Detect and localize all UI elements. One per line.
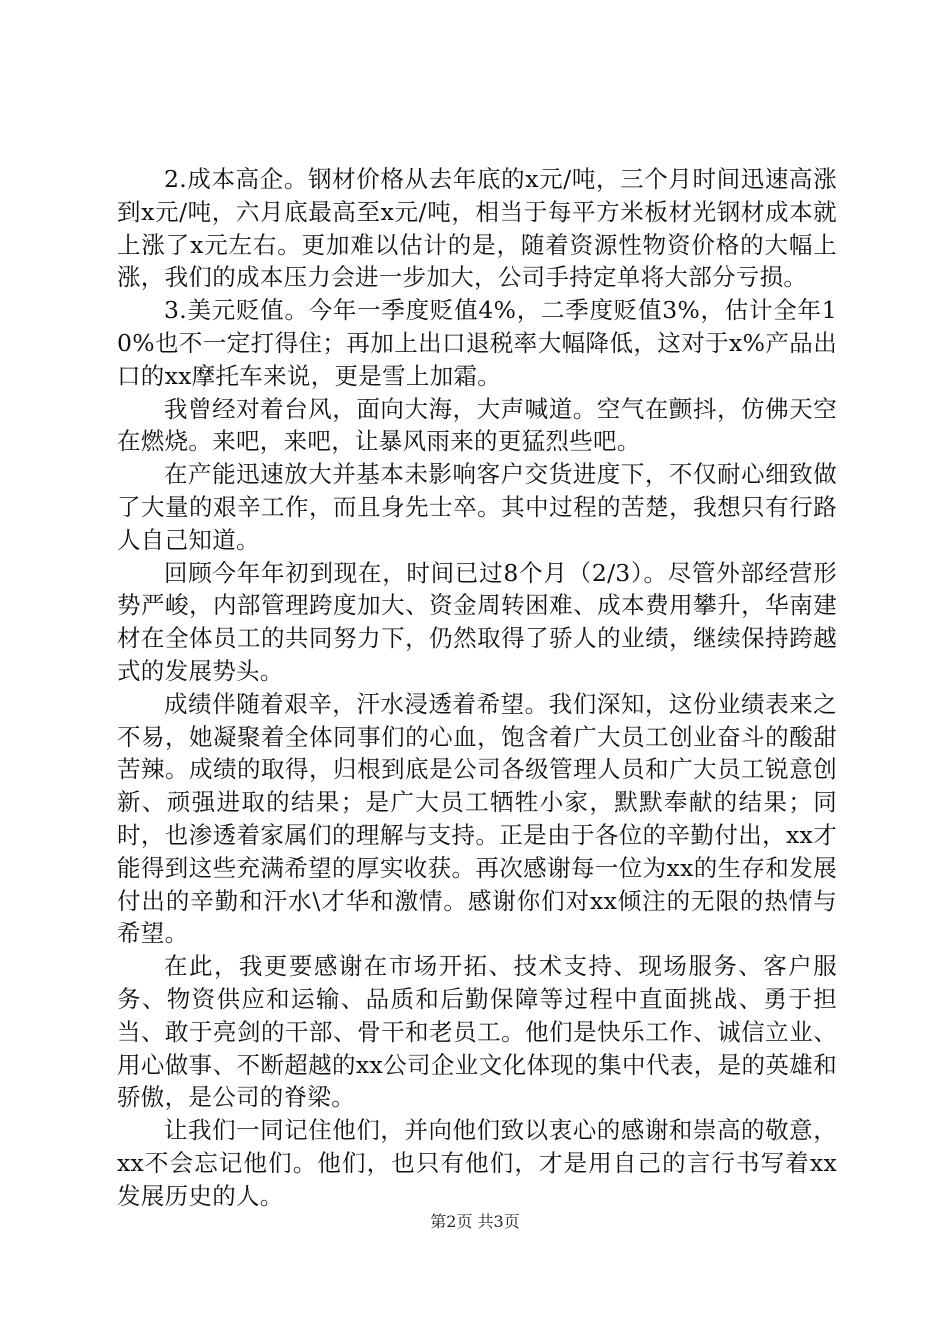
paragraph-cost-rise: 2.成本高企。钢材价格从去年底的x元/吨，三个月时间迅速高涨到x元/吨，六月底最高至x元/吨，相当于每平方米板材光钢材成本就上涨了x元左右。更加难以估计的是，随着资源性物资价格的大幅上涨，我们的成本压力会进一步加大，公司手持定单将大部分亏损。: [117, 165, 837, 292]
paragraph-remember: 让我们一同记住他们，并向他们致以衷心的感谢和崇高的敬意，xx不会忘记他们。他们，也只有他们，才是用自己的言行书写着xx发展历史的人。: [117, 1116, 837, 1210]
paragraph-dollar-depreciation: 3.美元贬值。今年一季度贬值4%，二季度贬值3%，估计全年10%也不一定打得住；再加上出口退税率大幅降低，这对于x%产品出口的xx摩托车来说，更是雪上加霜。: [117, 296, 837, 390]
paragraph-typhoon: 我曾经对着台风，面向大海，大声喊道。空气在颤抖，仿佛天空在燃烧。来吧，来吧，让暴风雨来的更猛烈些吧。: [117, 394, 837, 456]
paragraph-capacity: 在产能迅速放大并基本未影响客户交货进度下，不仅耐心细致做了大量的艰辛工作，而且身先士卒。其中过程的苦楚，我想只有行路人自己知道。: [117, 460, 837, 554]
paragraph-review: 回顾今年年初到现在，时间已过8个月（2/3）。尽管外部经营形势严峻，内部管理跨度加大、资金周转困难、成本费用攀升，华南建材在全体员工的共同努力下，仍然取得了骄人的业绩，继续保持跨越式的发展势头。: [117, 558, 837, 685]
paragraph-achievements: 成绩伴随着艰辛，汗水浸透着希望。我们深知，这份业绩表来之不易，她凝聚着全体同事们的心血，饱含着广大员工创业奋斗的酸甜苦辣。成绩的取得，归根到底是公司各级管理人员和广大员工锐意创新、顽强进取的结果；是广大员工牺牲小家，默默奉献的结果；同时，也渗透着家属们的理解与支持。正是由于各位的辛勤付出，xx才能得到这些充满希望的厚实收获。再次感谢每一位为xx的生存和发展付出的辛勤和汗水\才华和激情。感谢你们对xx倾注的无限的热情与希望。: [117, 689, 837, 948]
paragraph-thanks: 在此，我更要感谢在市场开拓、技术支持、现场服务、客户服务、物资供应和运输、品质和后勤保障等过程中直面挑战、勇于担当、敢于亮剑的干部、骨干和老员工。他们是快乐工作、诚信立业、用心做事、不断超越的xx公司企业文化体现的集中代表，是的英雄和骄傲，是公司的脊梁。: [117, 952, 837, 1112]
document-body: [117, 163, 837, 1213]
page-number-footer: 第2页 共3页: [430, 1212, 520, 1231]
